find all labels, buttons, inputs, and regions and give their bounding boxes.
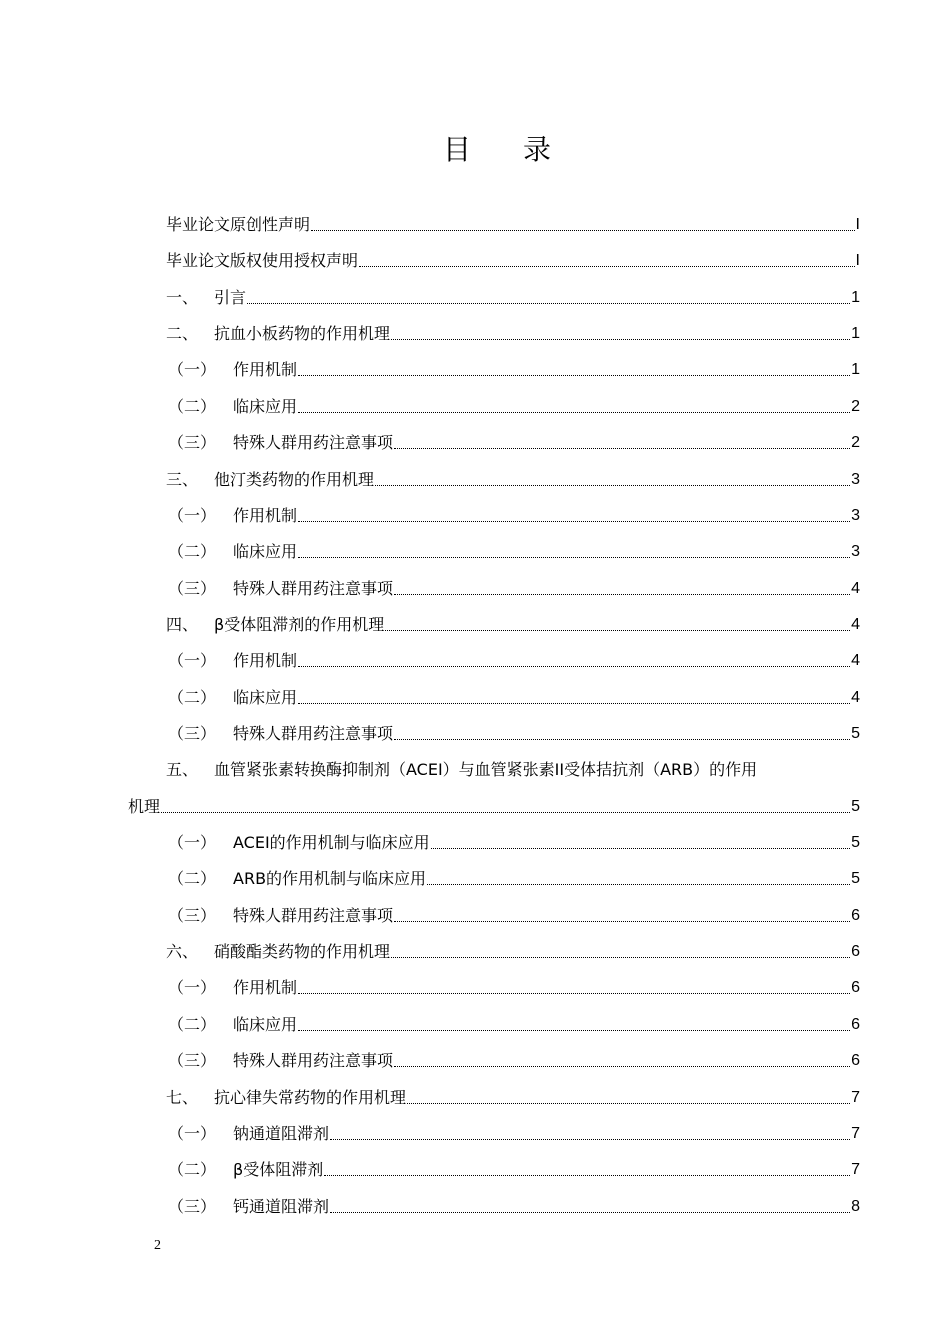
toc-entry-number: （二）	[168, 542, 217, 561]
toc-entry-copyright-statement[interactable]	[166, 246, 860, 272]
toc-entry-section-5-1[interactable]	[168, 828, 860, 854]
toc-entry-text: β受体阻滞剂的作用机理	[214, 615, 385, 634]
toc-entry-page: 3	[851, 507, 860, 524]
toc-entry-page: 5	[851, 725, 860, 742]
toc-entry-text: 临床应用	[233, 542, 298, 561]
toc-entry-section-4-3[interactable]	[168, 719, 860, 745]
toc-entry-page: 6	[851, 907, 860, 924]
toc-entry-number: 四、	[166, 615, 199, 634]
dot-leader	[298, 1029, 850, 1031]
toc-entry-text: 特殊人群用药注意事项	[233, 1051, 394, 1070]
toc-entry-page: I	[855, 216, 860, 233]
toc-entry-text: 硝酸酯类药物的作用机理	[214, 942, 391, 961]
dot-leader	[394, 447, 850, 449]
toc-entry-text: 特殊人群用药注意事项	[233, 724, 394, 743]
toc-entry-text: 作用机制	[233, 506, 298, 525]
toc-entry-originality-statement[interactable]	[166, 210, 860, 236]
toc-entry-section-6-2[interactable]	[168, 1010, 860, 1036]
page-title: 目录	[442, 133, 603, 166]
toc-entry-text: 毕业论文原创性声明	[166, 215, 311, 234]
dot-leader	[431, 847, 850, 849]
toc-entry-number: （一）	[168, 833, 217, 852]
toc-entry-section-5-2[interactable]	[168, 864, 860, 890]
toc-entry-number: （一）	[168, 978, 217, 997]
toc-entry-text: ARB的作用机制与临床应用	[233, 869, 427, 888]
toc-entry-section-7-2[interactable]	[168, 1155, 860, 1181]
toc-entry-number: （一）	[168, 651, 217, 670]
toc-entry-page: 2	[851, 398, 860, 415]
toc-entry-text: 临床应用	[233, 688, 298, 707]
dot-leader	[394, 1065, 850, 1067]
toc-entry-text: 钠通道阻滞剂	[233, 1124, 330, 1143]
toc-entry-page: 2	[851, 434, 860, 451]
toc-entry-text: 特殊人群用药注意事项	[233, 433, 394, 452]
toc-entry-page: 4	[851, 652, 860, 669]
dot-leader	[298, 556, 850, 558]
toc-entry-text: 特殊人群用药注意事项	[233, 906, 394, 925]
dot-leader	[324, 1174, 850, 1176]
toc-entry-text: β受体阻滞剂	[233, 1160, 324, 1179]
toc-entry-text: 钙通道阻滞剂	[233, 1197, 330, 1216]
toc-entry-page: 6	[851, 1016, 860, 1033]
toc-entry-text: 特殊人群用药注意事项	[233, 579, 394, 598]
toc-entry-number: （三）	[168, 724, 217, 743]
toc-entry-section-4-1[interactable]	[168, 646, 860, 672]
toc-entry-section-4-2[interactable]	[168, 683, 860, 709]
toc-entry-number: （二）	[168, 397, 217, 416]
toc-entry-section-7-1[interactable]	[168, 1119, 860, 1145]
toc-entry-number: （二）	[168, 1015, 217, 1034]
toc-entry-section-5-3[interactable]	[168, 901, 860, 927]
dot-leader	[298, 520, 850, 522]
toc-entry-text: 血管紧张素转换酶抑制剂（ACEI）与血管紧张素II受体拮抗剂（ARB）的作用	[214, 760, 758, 779]
toc-entry-number: （一）	[168, 506, 217, 525]
toc-entry-number: 五、	[166, 760, 199, 779]
toc-entry-chapter-7[interactable]	[166, 1083, 860, 1109]
toc-entry-number: （一）	[168, 1124, 217, 1143]
toc-entry-page: 3	[851, 543, 860, 560]
toc-entry-chapter-2[interactable]	[166, 319, 860, 345]
toc-entry-page: 4	[851, 689, 860, 706]
toc-entry-number: （二）	[168, 688, 217, 707]
toc-entry-text: 引言	[214, 288, 247, 307]
dot-leader	[330, 1211, 850, 1213]
toc-entry-page: 6	[851, 979, 860, 996]
toc-entry-page: 5	[851, 834, 860, 851]
toc-entry-page: 1	[851, 325, 860, 342]
toc-entry-number: （三）	[168, 1197, 217, 1216]
toc-entry-text: ACEI的作用机制与临床应用	[233, 833, 430, 852]
toc-entry-page: 6	[851, 943, 860, 960]
toc-entry-page: 1	[851, 361, 860, 378]
dot-leader	[427, 883, 850, 885]
toc-entry-text: 临床应用	[233, 397, 298, 416]
toc-entry-page: 8	[851, 1198, 860, 1215]
toc-entry-page: 1	[851, 289, 860, 306]
toc-entry-page: 5	[851, 798, 860, 815]
toc-entry-number: 六、	[166, 942, 199, 961]
toc-entry-chapter-1[interactable]	[166, 283, 860, 309]
toc-entry-page: 4	[851, 580, 860, 597]
toc-entry-text: 作用机制	[233, 978, 298, 997]
toc-entry-text: 毕业论文版权使用授权声明	[166, 251, 359, 270]
toc-entry-number: 七、	[166, 1088, 199, 1107]
toc-entry-section-2-1[interactable]	[168, 355, 860, 381]
dot-leader	[407, 1102, 850, 1104]
toc-entry-page: 6	[851, 1052, 860, 1069]
toc-entry-section-3-1[interactable]	[168, 501, 860, 527]
toc-entry-text: 抗血小板药物的作用机理	[214, 324, 391, 343]
dot-leader	[391, 956, 850, 958]
dot-leader	[359, 265, 855, 267]
dot-leader	[298, 411, 850, 413]
dot-leader	[298, 702, 850, 704]
dot-leader	[298, 665, 850, 667]
dot-leader	[161, 811, 850, 813]
dot-leader	[298, 992, 850, 994]
toc-entry-number: （一）	[168, 360, 217, 379]
toc-entry-section-6-1[interactable]	[168, 973, 860, 999]
toc-entry-section-2-2[interactable]	[168, 392, 860, 418]
toc-entry-number: （三）	[168, 906, 217, 925]
dot-leader	[394, 738, 850, 740]
toc-entry-page: I	[855, 252, 860, 269]
toc-entry-section-6-3[interactable]	[168, 1046, 860, 1072]
dot-leader	[375, 484, 850, 486]
toc-entry-chapter-5-line-2[interactable]	[128, 792, 860, 818]
toc-entry-section-3-2[interactable]	[168, 537, 860, 563]
toc-entry-section-2-3[interactable]	[168, 428, 860, 454]
dot-leader	[385, 629, 850, 631]
toc-entry-chapter-6[interactable]	[166, 937, 860, 963]
toc-entry-page: 3	[851, 471, 860, 488]
toc-entry-page: 7	[851, 1125, 860, 1142]
toc-entry-text-continued: 机理	[128, 797, 161, 816]
toc-entry-text: 临床应用	[233, 1015, 298, 1034]
toc-entry-page: 5	[851, 870, 860, 887]
toc-entry-text: 抗心律失常药物的作用机理	[214, 1088, 407, 1107]
dot-leader	[311, 229, 855, 231]
toc-entry-chapter-4[interactable]	[166, 610, 860, 636]
toc-entry-number: （三）	[168, 579, 217, 598]
toc-entry-text: 作用机制	[233, 360, 298, 379]
dot-leader	[394, 593, 850, 595]
toc-entry-number: 三、	[166, 470, 199, 489]
dot-leader	[330, 1138, 850, 1140]
dot-leader	[394, 920, 850, 922]
toc-entry-chapter-3[interactable]	[166, 465, 860, 491]
toc-entry-number: 二、	[166, 324, 199, 343]
toc-entry-page: 4	[851, 616, 860, 633]
toc-entry-section-7-3[interactable]	[168, 1192, 860, 1218]
toc-entry-section-3-3[interactable]	[168, 574, 860, 600]
toc-entry-text: 他汀类药物的作用机理	[214, 470, 375, 489]
toc-entry-number: （二）	[168, 1160, 217, 1179]
toc-entry-text: 作用机制	[233, 651, 298, 670]
toc-entry-number: （二）	[168, 869, 217, 888]
toc-entry-page: 7	[851, 1089, 860, 1106]
dot-leader	[391, 338, 850, 340]
dot-leader	[247, 302, 850, 304]
toc-entry-number: 一、	[166, 288, 199, 307]
toc-entry-page: 7	[851, 1161, 860, 1178]
toc-entry-chapter-5-line-1[interactable]	[166, 759, 856, 781]
toc-entry-number: （三）	[168, 1051, 217, 1070]
dot-leader	[298, 374, 850, 376]
footer-page-number: 2	[154, 1238, 161, 1253]
toc-entry-number: （三）	[168, 433, 217, 452]
